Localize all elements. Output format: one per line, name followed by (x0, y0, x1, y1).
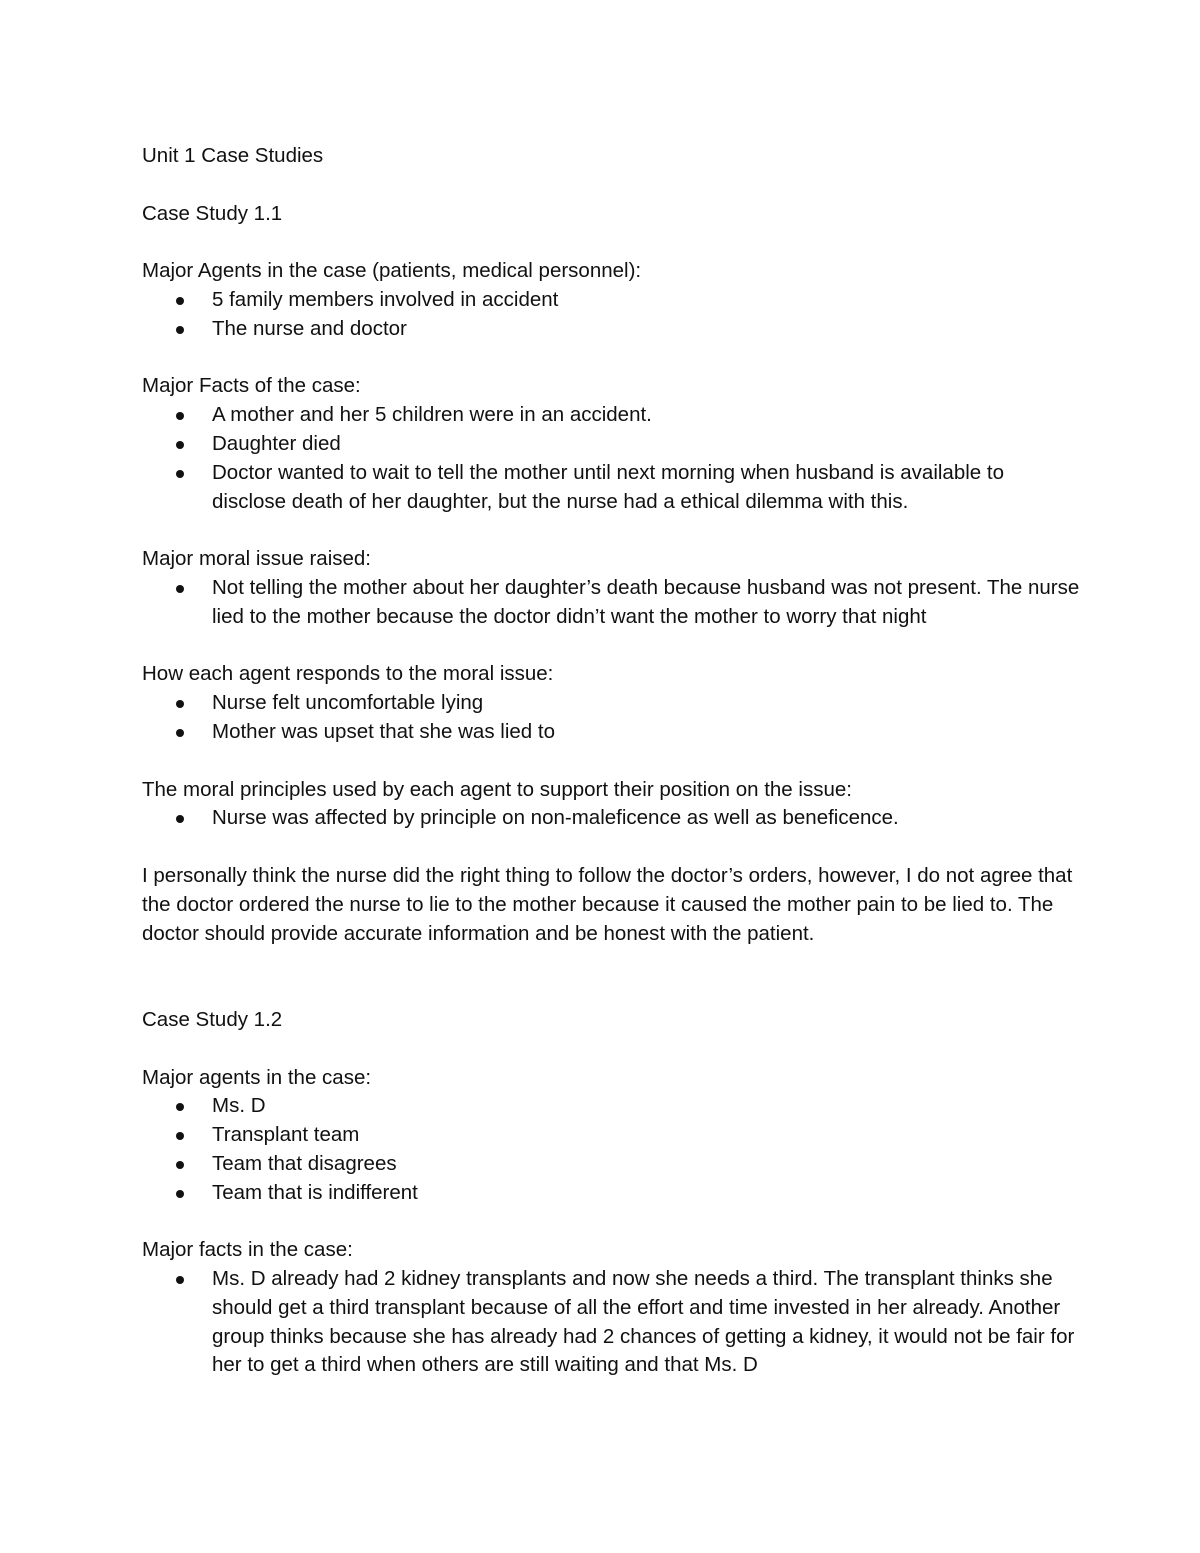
case-1-facts-list (142, 401, 1082, 516)
case-1-facts-heading: Major Facts of the case: (142, 374, 361, 398)
list-item: Daughter died (142, 430, 1082, 459)
case-2-agents-list (142, 1092, 1082, 1207)
list-item: Transplant team (142, 1121, 1082, 1150)
case-1-issue-list (142, 574, 1082, 632)
case-1-issue-heading: Major moral issue raised: (142, 547, 371, 571)
case-1-principles-heading: The moral principles used by each agent to support their position on the issue: (142, 777, 852, 801)
case-2-heading: Case Study 1.2 (142, 1007, 283, 1031)
list-item: Ms. D already had 2 kidney transplants and now she needs a third. The transplant thinks she should get a third transplant because of all the effort and time invested in her already. Another group thinks because she has already had 2 chances of getting a kidney, it would not be fair for her to get a third when others are still waiting and that Ms. D (142, 1265, 1082, 1380)
list-item: Team that is indifferent (142, 1179, 1082, 1208)
list-item: Doctor wanted to wait to tell the mother until next morning when husband is available to disclose death of her daughter, but the nurse had a ethical dilemma with this. (142, 459, 1082, 517)
list-item: The nurse and doctor (142, 315, 1082, 344)
list-item: Team that disagrees (142, 1150, 1082, 1179)
case-1-opinion: I personally think the nurse did the right thing to follow the doctor’s orders, however, I do not agree that the doctor ordered the nurse to lie to the mother because it caused the mother pain to be lied to. The doctor should provide accurate information and be honest with the patient. (142, 863, 1073, 945)
case-2-facts-heading: Major facts in the case: (142, 1238, 353, 1262)
case-1-principles-list (142, 804, 1082, 833)
list-item: 5 family members involved in accident (142, 286, 1082, 315)
case-1-agents-list (142, 286, 1082, 344)
case-2-agents-heading: Major agents in the case: (142, 1065, 372, 1089)
list-item: Nurse was affected by principle on non-maleficence as well as beneficence. (142, 804, 1082, 833)
case-1-responses-heading: How each agent responds to the moral issue: (142, 662, 554, 686)
case-1-responses-list (142, 689, 1082, 747)
document-page (142, 142, 1082, 1380)
case-1-agents-heading: Major Agents in the case (patients, medical personnel): (142, 259, 642, 283)
list-item: Ms. D (142, 1092, 1082, 1121)
case-2-facts-list (142, 1265, 1082, 1380)
list-item: Nurse felt uncomfortable lying (142, 689, 1082, 718)
list-item: Mother was upset that she was lied to (142, 718, 1082, 747)
list-item: A mother and her 5 children were in an accident. (142, 401, 1082, 430)
document-title: Unit 1 Case Studies (142, 144, 324, 167)
case-1-heading: Case Study 1.1 (142, 201, 283, 225)
list-item: Not telling the mother about her daughter’s death because husband was not present. The nurse lied to the mother because the doctor didn’t want the mother to worry that night (142, 574, 1082, 632)
